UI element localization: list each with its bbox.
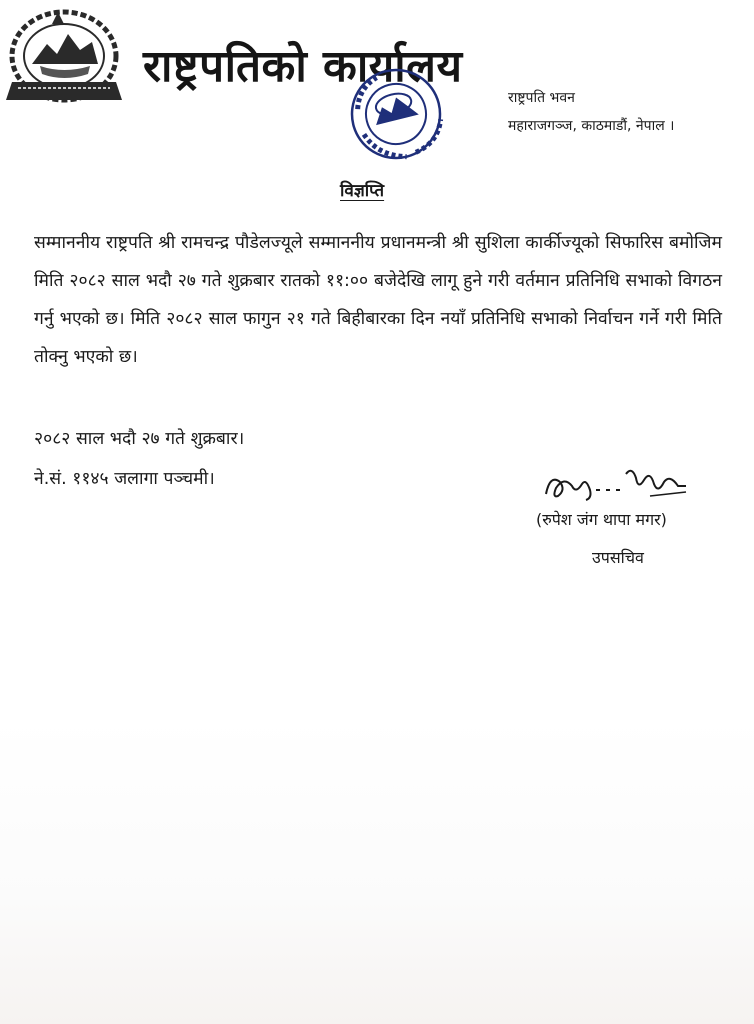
address-line-1: राष्ट्रपति भवन <box>508 90 575 106</box>
nepal-emblem-icon <box>2 4 130 116</box>
notice-heading: विज्ञप्ति <box>340 181 385 201</box>
address-line-2: महाराजगञ्ज, काठमाडौं, नेपाल । <box>508 118 675 134</box>
signature-icon <box>540 460 690 506</box>
date-nepal-sambat: ने.सं. ११४५ जलागा पञ्चमी। <box>34 469 215 489</box>
signatory-name: (रुपेश जंग थापा मगर) <box>536 510 667 529</box>
signatory-designation: उपसचिव <box>592 548 644 567</box>
notice-body: सम्माननीय राष्ट्रपति श्री रामचन्द्र पौडेलज्यूले सम्माननीय प्रधानमन्त्री श्री सुशिला कार्कीज्यूको सिफारिस बमोजिम मिति २०८२ साल भदौ २७ गते शुक्रबार रातको ११:०० बजेदेखि लागू हुने गरी वर्तमान प्रतिनिधि सभाको विगठन गर्नु भएको छ। मिति २०८२ साल फागुन २१ गते बिहीबारका दिन नयाँ प्रतिनिधि सभाको निर्वाचन गर्ने गरी मिति तोक्नु भएको छ। <box>34 233 722 367</box>
office-title: राष्ट्रपतिको कार्यालय <box>143 41 463 92</box>
date-bikram-sambat: २०८२ साल भदौ २७ गते शुक्रबार। <box>34 429 245 449</box>
